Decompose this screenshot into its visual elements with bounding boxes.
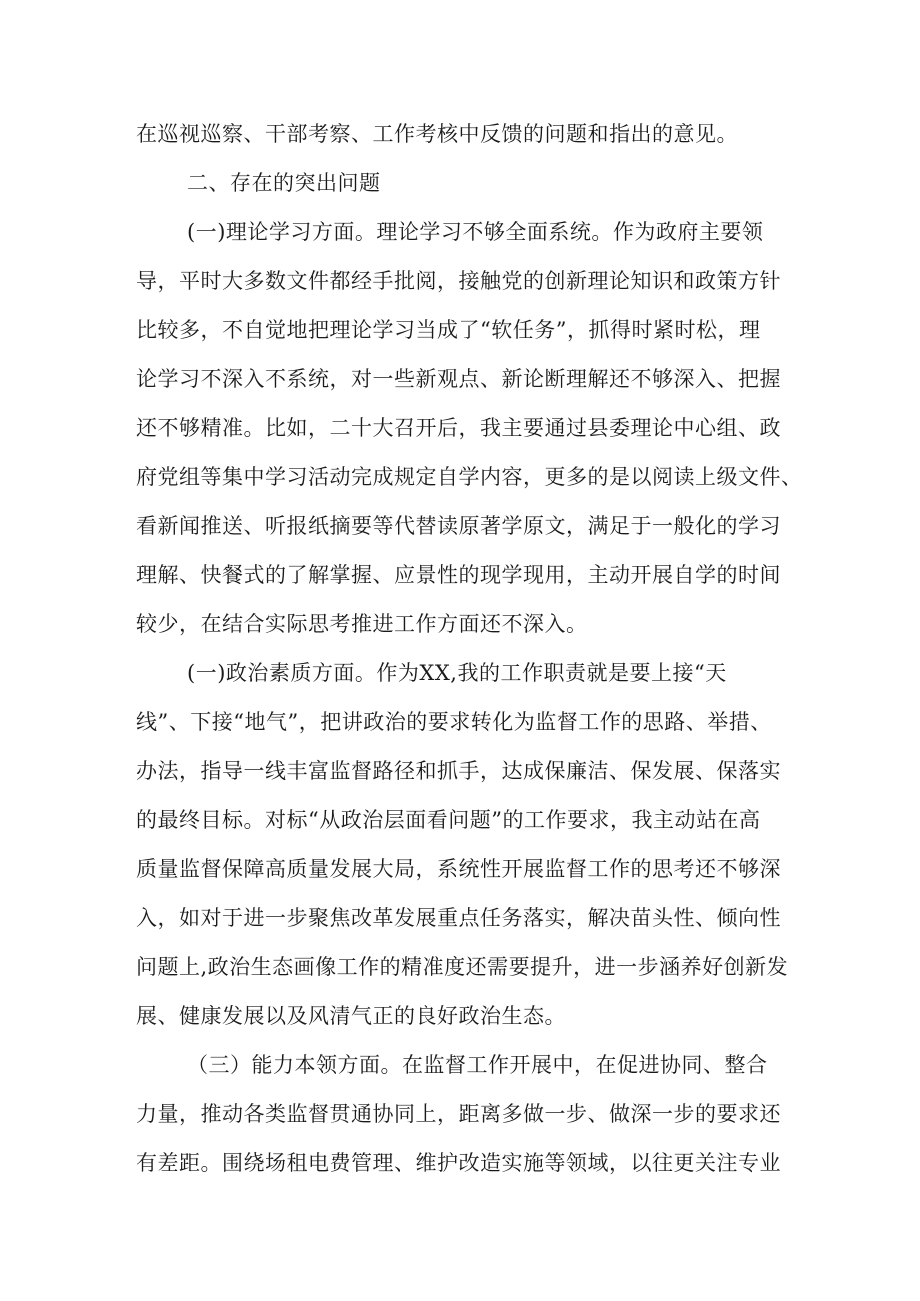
text-line: 比较多，不自觉地把理论学习当成了“软任务”，抓得时紧时松，理 — [136, 318, 761, 342]
section-heading: 二、存在的突出问题 — [187, 171, 381, 195]
text-line: (一)理论学习方面。理论学习不够全面系统。作为政府主要领 — [187, 220, 764, 244]
text-line: 论学习不深入不系统，对一些新观点、新论断理解还不够深入、把握 — [136, 367, 781, 391]
text-line: 力量，推动各类监督贯通协同上，距离多做一步、做深一步的要求还 — [136, 1102, 781, 1126]
text-line: 的最终目标。对标“从政治层面看问题”的工作要求，我主动站在高 — [136, 808, 761, 832]
text-line: 入，如对于进一步聚焦改革发展重点任务落实，解决苗头性、倾向性 — [136, 906, 781, 930]
text-line: 看新闻推送、听报纸摘要等代替读原著学原文，满足于一般化的学习 — [136, 514, 781, 538]
text-line: 导，平时大多数文件都经手批阅，接触党的创新理论知识和政策方针 — [136, 269, 781, 293]
text-line: 线”、下接“地气”，把讲政治的要求转化为监督工作的思路、举措、 — [136, 710, 772, 734]
text-line: 理解、快餐式的了解掌握、应景性的现学现用，主动开展自学的时间 — [136, 563, 781, 587]
text-line: （三）能力本领方面。在监督工作开展中，在促进协同、整合 — [187, 1053, 768, 1077]
text-line: 展、健康发展以及风清气正的良好政治生态。 — [136, 1004, 566, 1028]
text-line: 问题上,政治生态画像工作的精准度还需要提升，进一步涵养好创新发 — [136, 955, 789, 979]
text-line: 府党组等集中学习活动完成规定自学内容，更多的是以阅读上级文件、 — [136, 465, 803, 489]
text-line: 办法，指导一线丰富监督路径和抓手，达成保廉洁、保发展、保落实 — [136, 759, 781, 783]
text-line: 有差距。围绕场租电费管理、维护改造实施等领域，以往更关注专业 — [136, 1151, 781, 1175]
text-line: 质量监督保障高质量发展大局，系统性开展监督工作的思考还不够深 — [136, 857, 781, 881]
text-line: 还不够精准。比如，二十大召开后，我主要通过县委理论中心组、政 — [136, 416, 781, 440]
text-line: 较少，在结合实际思考推进工作方面还不深入。 — [136, 612, 588, 636]
text-line: (一)政治素质方面。作为XX,我的工作职责就是要上接“天 — [187, 661, 727, 685]
text-line: 在巡视巡察、干部考察、工作考核中反馈的问题和指出的意见。 — [136, 122, 738, 146]
